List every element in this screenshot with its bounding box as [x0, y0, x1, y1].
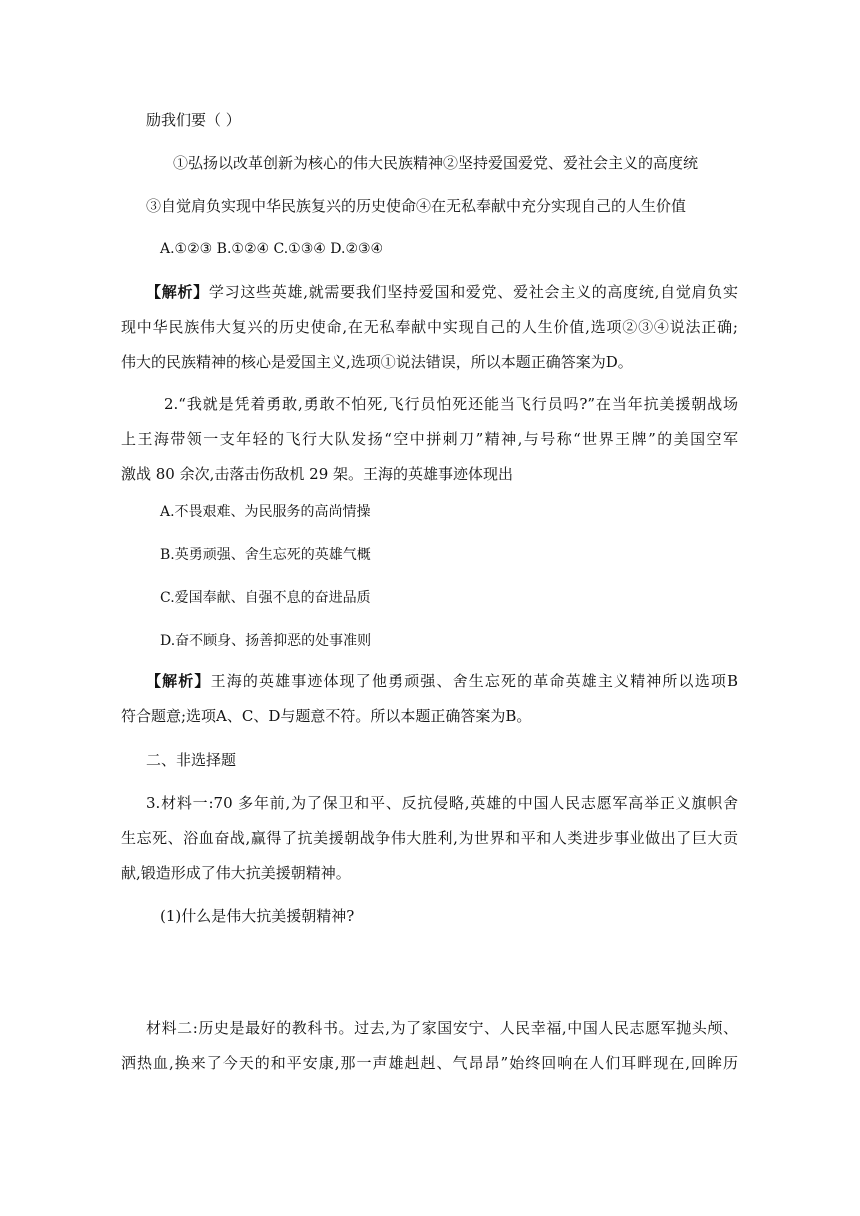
- question-stem-end: 励我们要（ ）: [146, 111, 241, 129]
- sub-question-1: (1)什么是伟大抗美援朝精神?: [160, 907, 355, 925]
- analysis-paragraph-line: [146, 671, 738, 691]
- analysis-text: 王海的英雄事迹体现了他勇顽强、舍生忘死的革命英雄主义精神所以选项B: [210, 672, 738, 690]
- analysis-paragraph-line: 符合题意;选项A、C、D与题意不符。所以本题正确答案为B。: [121, 707, 532, 725]
- option-d: D.奋不顾身、扬善抑恶的处事准则: [160, 633, 372, 649]
- analysis-paragraph-line: [146, 282, 738, 302]
- material-2-line: 材料二:历史是最好的教科书。过去,为了家国安宁、人民幸福,中国人民志愿军抛头颅、: [146, 1019, 738, 1037]
- question-2-line: 激战 80 余次,击落击伤敌机 29 架。王海的英雄事迹体现出: [121, 465, 514, 483]
- material-1-line: 3.材料一:70 多年前,为了保卫和平、反抗侵略,英雄的中国人民志愿军高举正义旗帜舍: [146, 794, 738, 812]
- material-1-line: 献,锻造形成了伟大抗美援朝精神。: [121, 864, 351, 882]
- option-b: B.英勇顽强、舍生忘死的英雄气概: [160, 547, 371, 563]
- answer-options: A.①②③ B.①②④ C.①③④ D.②③④: [160, 241, 384, 257]
- analysis-label: 【解析】: [146, 283, 209, 301]
- statement-line-1: ①弘扬以改革创新为核心的伟大民族精神②坚持爱国爱党、爱社会主义的高度统: [173, 154, 699, 172]
- option-c: C.爱国奉献、自强不息的奋进品质: [160, 590, 371, 606]
- analysis-paragraph-line: 伟大的民族精神的核心是爱国主义,选项①说法错误，所以本题正确答案为D。: [121, 353, 633, 371]
- option-a: A.不畏艰难、为民服务的高尚情操: [160, 504, 371, 520]
- section-heading: 二、非选择题: [146, 751, 237, 769]
- question-2-line: 上王海带领一支年轻的飞行大队发扬“空中拼刺刀”精神,与号称“世界王牌”的美国空军: [121, 430, 738, 448]
- analysis-text: 学习这些英雄,就需要我们坚持爱国和爱党、爱社会主义的高度统,自觉肩负实: [208, 283, 738, 301]
- material-1-line: 生忘死、浴血奋战,赢得了抗美援朝战争伟大胜利,为世界和平和人类进步事业做出了巨大贡: [121, 829, 738, 847]
- question-2-line: 2.“我就是凭着勇敢,勇敢不怕死,飞行员怕死还能当飞行员吗?”在当年抗美援朝战场: [164, 395, 738, 413]
- analysis-paragraph-line: 现中华民族伟大复兴的历史使命,在无私奉献中实现自己的人生价值,选项②③④说法正确;: [121, 318, 738, 336]
- statement-line-2: ③自觉肩负实现中华民族复兴的历史使命④在无私奉献中充分实现自己的人生价值: [146, 197, 687, 215]
- material-2-line: 洒热血,换来了今天的和平安康,那一声雄赳赳、气昂昂”始终回响在人们耳畔现在,回眸历: [121, 1054, 738, 1072]
- analysis-label: 【解析】: [146, 672, 211, 690]
